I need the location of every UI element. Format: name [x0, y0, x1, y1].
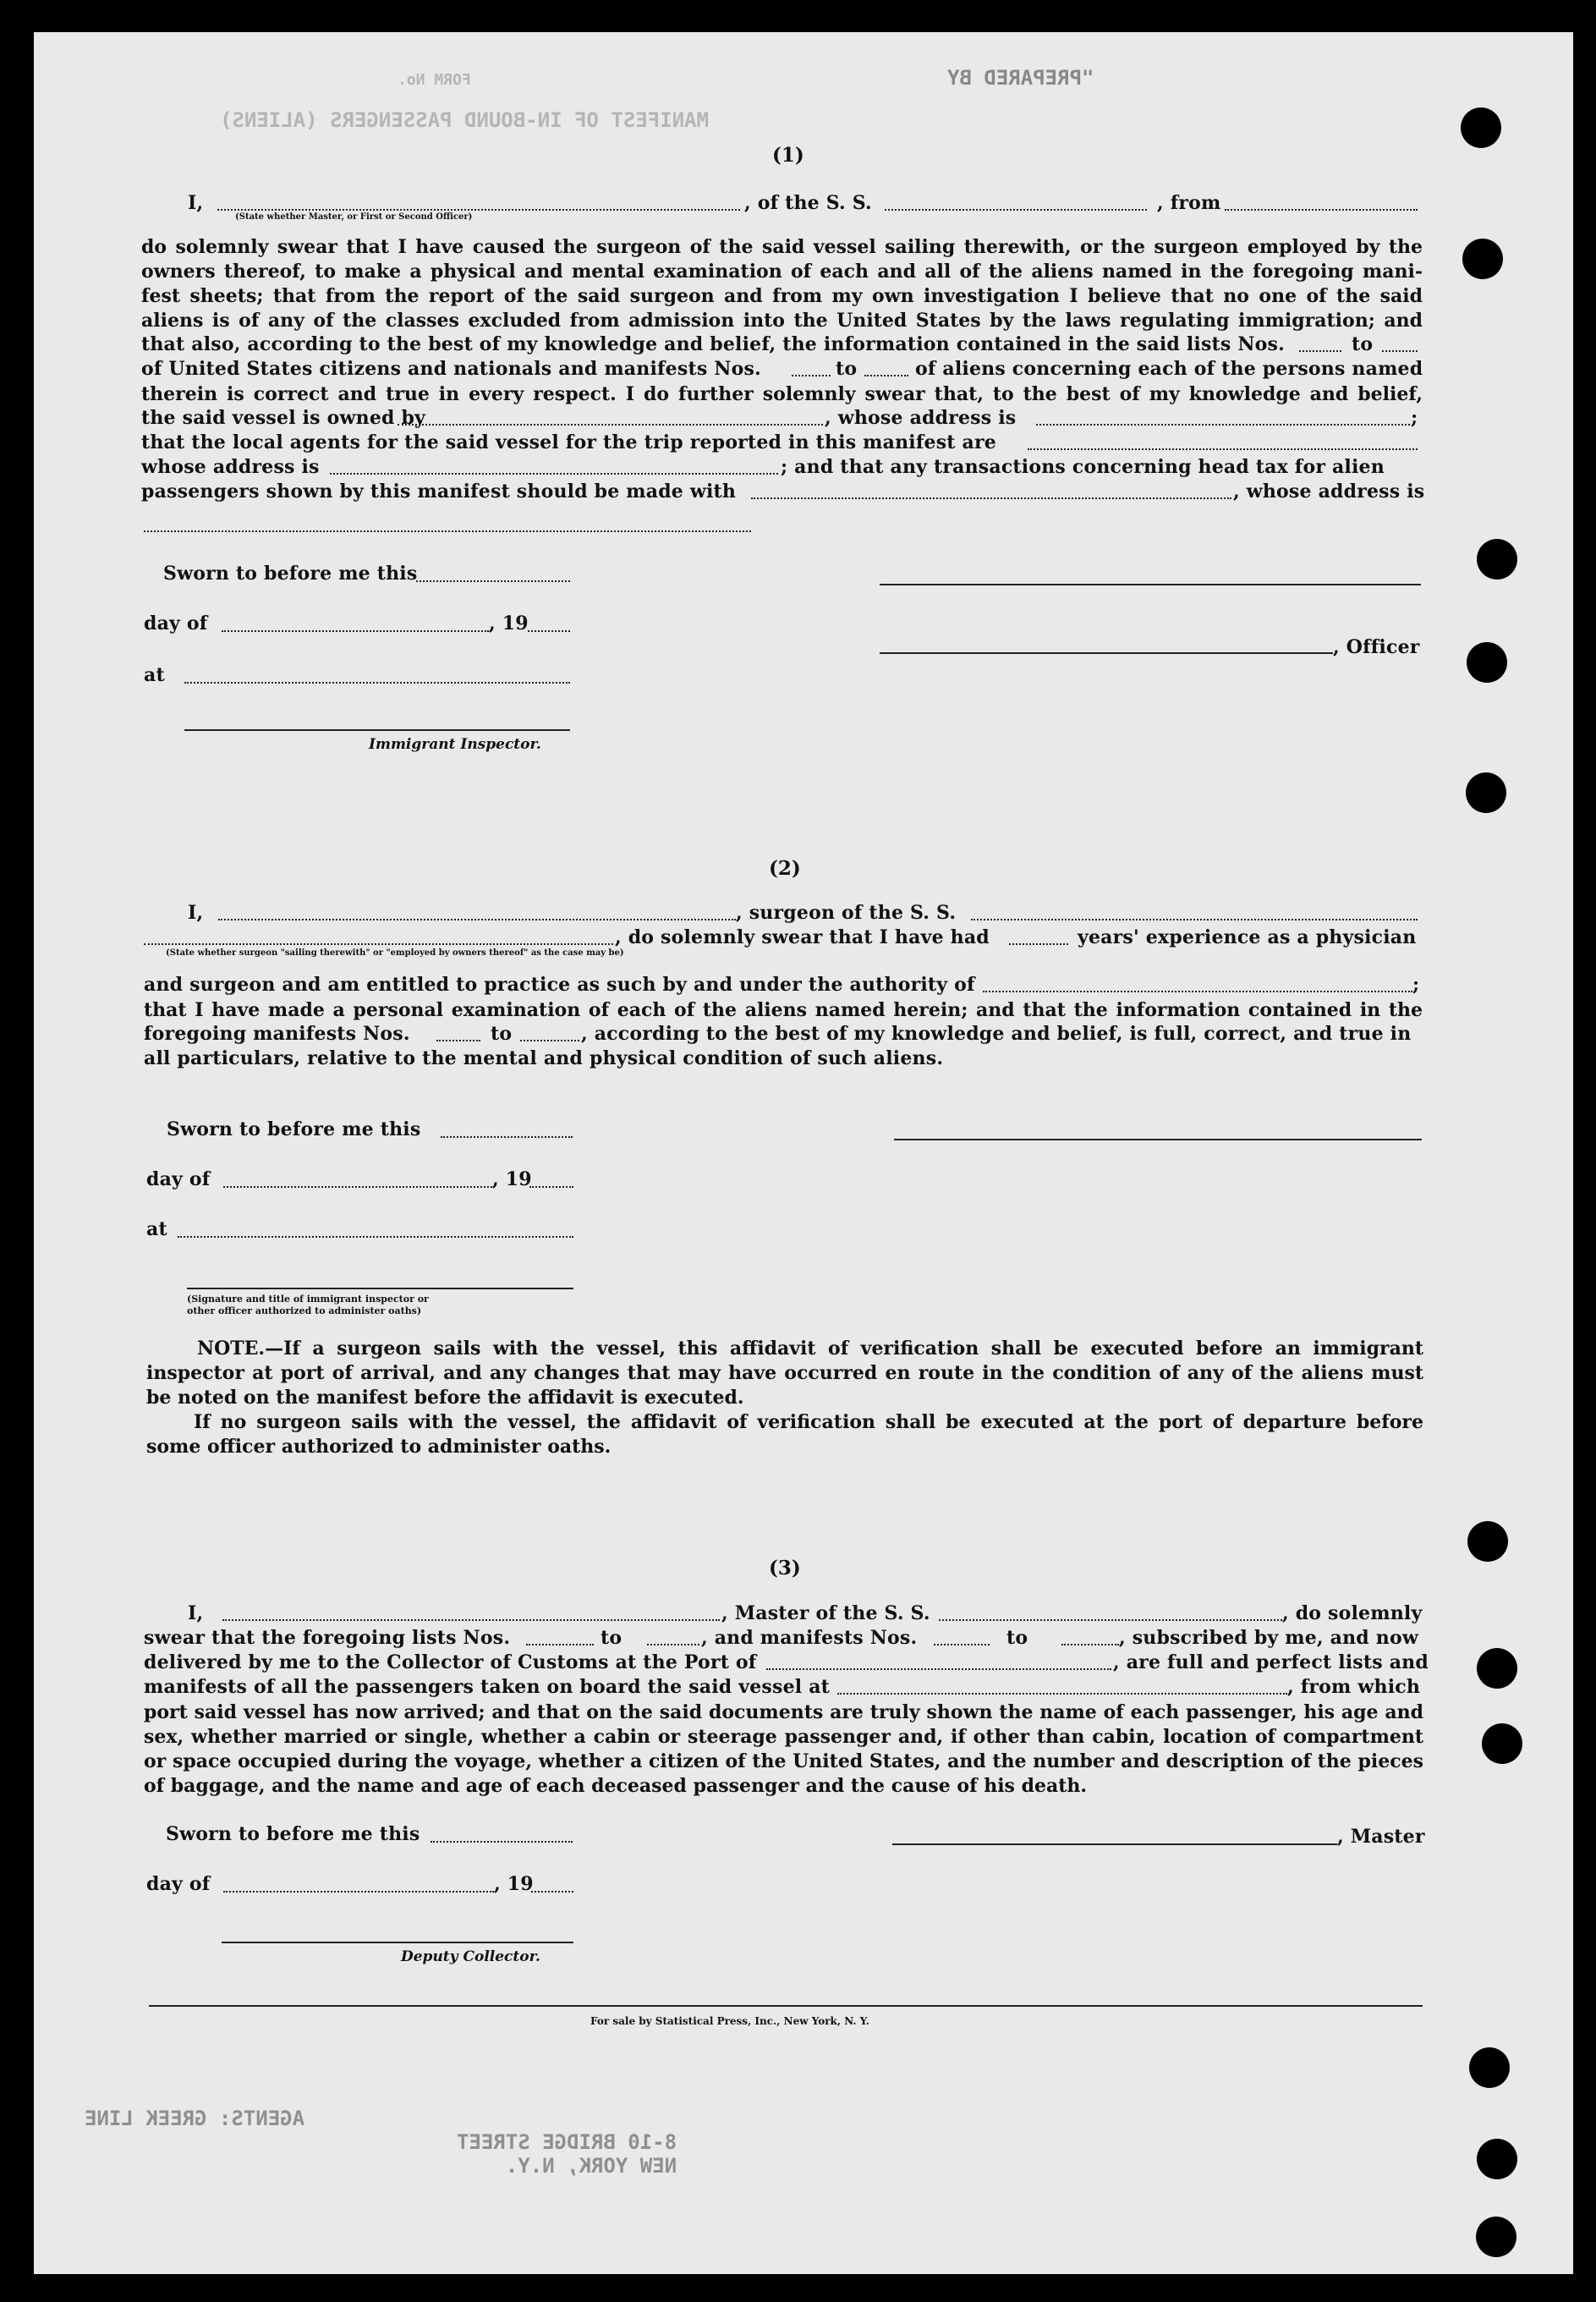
s2-at-field[interactable] — [178, 1236, 573, 1238]
s1-officer-field[interactable] — [217, 209, 740, 211]
s2-day-field[interactable] — [223, 1186, 492, 1188]
s1-head-tax-address-field[interactable] — [144, 530, 751, 532]
s1-lists-to-field[interactable] — [1382, 350, 1418, 352]
s1-lists-from-field[interactable] — [1299, 350, 1341, 352]
s2-swear: , do solemnly swear that I have had — [615, 926, 990, 948]
s3-master: , Master — [1337, 1826, 1425, 1848]
s2-manifests-from-field[interactable] — [436, 1040, 480, 1041]
s2-note-line: some officer authorized to administer oaths. — [146, 1436, 612, 1458]
s3-i-label: I, — [188, 1602, 204, 1624]
s2-line: that I have made a personal examination of each of the aliens named herein; and that the information contained in the — [144, 999, 1423, 1021]
s1-owner-field[interactable] — [398, 424, 823, 426]
s1-passengers: passengers shown by this manifest should be made with — [141, 481, 737, 503]
s3-sworn: Sworn to before me this — [166, 1823, 420, 1845]
agent-stamp-line: 8-10 BRIDGE STREET — [457, 2130, 677, 2154]
s3-to: to — [1006, 1627, 1028, 1649]
s2-status-field[interactable] — [144, 943, 613, 945]
s2-signature-note: other officer authorized to administer oaths) — [187, 1305, 422, 1316]
s1-line: therein is correct and true in every respect. I do further solemnly swear that, to the best of my knowledge and belief, — [141, 383, 1423, 405]
agent-stamp — [85, 2107, 677, 2178]
s3-sworn-field[interactable] — [431, 1841, 573, 1843]
punch-hole — [1462, 239, 1503, 279]
s1-i-label: I, — [188, 192, 204, 214]
s2-year: , 19 — [492, 1168, 532, 1190]
agent-stamp-line: NEW YORK, N.Y. — [505, 2154, 677, 2178]
s3-master-name-field[interactable] — [222, 1619, 720, 1621]
punch-hole — [1477, 2139, 1517, 2179]
s2-authority: and surgeon and am entitled to practice as such by and under the authority of — [144, 974, 975, 996]
s3-lists-from-field[interactable] — [526, 1644, 594, 1645]
s3-manifests-from-field[interactable] — [934, 1644, 990, 1645]
s3-line: sex, whether married or single, whether a cabin or steerage passenger and, if other than cabin, location of compartment — [144, 1726, 1423, 1748]
s3-to: to — [601, 1627, 622, 1649]
section-3-number: (3) — [769, 1557, 801, 1580]
s2-i-label: I, — [188, 902, 204, 924]
s3-do-solemnly: , do solemnly — [1282, 1602, 1423, 1624]
s1-sworn: Sworn to before me this — [163, 563, 418, 585]
s1-head-tax-field[interactable] — [751, 497, 1231, 499]
s2-signature-note: (Signature and title of immigrant inspector or — [187, 1294, 429, 1305]
form-number: FORM No. — [398, 71, 471, 89]
s1-line: do solemnly swear that I have caused the surgeon of the said vessel sailing therewith, or the surgeon employed by the — [141, 236, 1423, 258]
punch-hole — [1466, 772, 1506, 813]
s1-inspector-label: Immigrant Inspector. — [369, 736, 541, 753]
s1-sublabel: (State whether Master, or First or Second Officer) — [235, 212, 473, 222]
s1-paragraph — [141, 235, 1423, 333]
s2-day-of: day of — [146, 1168, 211, 1190]
s2-particulars: all particulars, relative to the mental and physical condition of such aliens. — [144, 1047, 944, 1069]
s1-year: , 19 — [489, 613, 529, 635]
s3-line: of baggage, and the name and age of each deceased passenger and the cause of his death. — [144, 1775, 1088, 1797]
s1-semicolon: ; — [1411, 407, 1418, 429]
s3-master-signature-line[interactable] — [892, 1843, 1337, 1845]
s1-therein-line — [141, 382, 1423, 407]
s3-full-perfect: , are full and perfect lists and — [1113, 1651, 1429, 1673]
punch-hole — [1467, 1521, 1508, 1562]
s2-years-field[interactable] — [1009, 943, 1068, 945]
punch-hole — [1477, 1648, 1517, 1689]
s3-lists-to-field[interactable] — [647, 1644, 699, 1645]
printer-credit: For sale by Statistical Press, Inc., New York, N. Y. — [590, 2015, 869, 2027]
s1-vessel-field[interactable] — [885, 209, 1147, 211]
s3-swear-lists: swear that the foregoing lists Nos. — [144, 1627, 511, 1649]
s2-note-line: inspector at port of arrival, and any changes that may have occurred en route in the condition of any of the aliens must — [146, 1362, 1423, 1384]
prepared-by: "PREPARED BY — [947, 66, 1094, 90]
s1-at-field[interactable] — [184, 682, 570, 684]
s1-line: aliens is of any of the classes excluded from admission into the United States by the laws regulating immigration; and — [141, 310, 1423, 332]
s2-examination-line — [144, 998, 1423, 1023]
section-1-number: (1) — [772, 144, 804, 167]
s1-day-of: day of — [144, 613, 208, 635]
s2-sworn: Sworn to before me this — [167, 1118, 421, 1140]
s1-local-agents: that the local agents for the said vessel for the trip reported in this manifest are — [141, 431, 996, 453]
s3-vessel-field[interactable] — [939, 1619, 1282, 1621]
s3-year-field[interactable] — [531, 1891, 573, 1893]
s1-whose-address-end: , whose address is — [1233, 481, 1425, 503]
s3-day-of: day of — [146, 1873, 211, 1895]
s3-day-field[interactable] — [223, 1891, 494, 1893]
s2-sworn-field[interactable] — [441, 1136, 573, 1138]
s2-year-field[interactable] — [529, 1186, 573, 1188]
s1-officer-signature-line[interactable] — [880, 584, 1421, 585]
s3-port-field[interactable] — [766, 1668, 1111, 1670]
punch-hole — [1482, 1723, 1522, 1764]
s1-head-tax: ; and that any transactions concerning head tax for alien — [781, 456, 1385, 478]
s2-sublabel: (State whether surgeon "sailing therewith" or "employed by owners thereof" as the case may be) — [166, 948, 624, 958]
s1-whose-address-is: , whose address is — [825, 407, 1017, 429]
s2-semicolon: ; — [1412, 974, 1420, 996]
s1-at: at — [144, 664, 165, 686]
s1-year-field[interactable] — [528, 630, 570, 632]
s1-line: fest sheets; that from the report of the said surgeon and from my own investigation I believe that no one of the said — [141, 285, 1423, 307]
s3-delivered: delivered by me to the Collector of Customs at the Port of — [144, 1651, 757, 1673]
s1-citizens-b: of aliens concerning each of the persons named — [915, 358, 1423, 380]
s2-at: at — [146, 1218, 167, 1240]
s3-line: or space occupied during the voyage, whether a citizen of the United States, and the number and description of the pieces — [144, 1750, 1423, 1772]
s1-citizens-a: of United States citizens and nationals and manifests Nos. — [141, 358, 761, 380]
s3-manifests-to-field[interactable] — [1061, 1644, 1119, 1645]
s3-line: port said vessel has now arrived; and that on the said documents are truly shown the name of each passenger, his age and — [144, 1701, 1423, 1723]
s2-note-line: If no surgeon sails with the vessel, the affidavit of verification shall be executed at the port of departure before — [194, 1411, 1423, 1433]
s2-vessel-field[interactable] — [971, 919, 1418, 920]
s1-manifests-to-field[interactable] — [864, 375, 908, 376]
s2-according: , according to the best of my knowledge and belief, is full, correct, and true in — [581, 1023, 1412, 1045]
s1-line: owners thereof, to make a physical and mental examination of each and all of the aliens named in the foregoing mani- — [141, 261, 1423, 283]
s1-of-ss: , of the S. S. — [744, 192, 872, 214]
s2-manifests-to-field[interactable] — [520, 1040, 579, 1041]
s2-surgeon-of: , surgeon of the S. S. — [736, 902, 957, 924]
s1-from-field[interactable] — [1225, 209, 1418, 211]
s1-inspector-signature-line[interactable] — [184, 729, 570, 731]
punch-hole — [1477, 539, 1517, 580]
s3-paragraph — [144, 1700, 1423, 1799]
s2-years: years' experience as a physician — [1078, 926, 1417, 948]
s2-to: to — [491, 1023, 513, 1045]
section-2-number: (2) — [769, 857, 801, 880]
s1-to: to — [1352, 333, 1374, 355]
s3-embark-port-field[interactable] — [837, 1693, 1287, 1695]
s1-from: , from — [1157, 192, 1221, 214]
punch-hole — [1469, 2047, 1510, 2088]
s1-manifests-from-field[interactable] — [792, 375, 831, 376]
s3-and-manifests: , and manifests Nos. — [701, 1627, 918, 1649]
s3-deputy-label: Deputy Collector. — [401, 1948, 540, 1965]
s1-to: to — [836, 358, 858, 380]
punch-hole — [1461, 107, 1501, 148]
s2-note-line: be noted on the manifest before the affidavit is executed. — [146, 1387, 744, 1409]
s1-agents-address-field[interactable] — [330, 473, 778, 475]
s1-agents-field[interactable] — [1028, 448, 1418, 450]
s3-year: , 19 — [494, 1873, 534, 1895]
s2-inspector-signature-line[interactable] — [187, 1288, 573, 1289]
s2-note-line: NOTE.—If a surgeon sails with the vessel, this affidavit of verification shall be executed before an immigrant — [197, 1338, 1423, 1360]
footer-rule — [149, 2005, 1423, 2007]
s2-authority-field[interactable] — [983, 991, 1412, 992]
s1-officer-title-line[interactable] — [880, 652, 1333, 654]
s3-master-of: , Master of the S. S. — [721, 1602, 930, 1624]
s3-deputy-signature-line[interactable] — [222, 1942, 573, 1943]
s1-officer: , Officer — [1333, 636, 1420, 658]
bleed-through-title: MANIFEST OF IN-BOUND PASSENGERS (ALIENS) — [220, 108, 709, 132]
s2-surgeon-name-field[interactable] — [218, 919, 736, 920]
s2-foregoing: foregoing manifests Nos. — [144, 1023, 410, 1045]
s1-sworn-field[interactable] — [416, 580, 570, 582]
agent-stamp-line: AGENTS: GREEK LINE — [85, 2107, 305, 2130]
s3-subscribed: , subscribed by me, and now — [1119, 1627, 1418, 1649]
s1-day-field[interactable] — [222, 630, 489, 632]
punch-hole — [1467, 642, 1507, 683]
s2-note — [146, 1337, 1423, 1459]
s1-whose-address: whose address is — [141, 456, 320, 478]
s1-owned-by: the said vessel is owned by — [141, 407, 426, 429]
punch-hole — [1476, 2217, 1516, 2257]
s2-surgeon-signature-line[interactable] — [894, 1139, 1422, 1140]
s3-from-which: , from which — [1287, 1676, 1421, 1698]
s3-manifests-all: manifests of all the passengers taken on board the said vessel at — [144, 1676, 831, 1698]
s1-owner-address-field[interactable] — [1036, 424, 1410, 426]
s1-lists-nos: that also, according to the best of my knowledge and belief, the information contained in the said lists Nos. — [141, 333, 1285, 355]
